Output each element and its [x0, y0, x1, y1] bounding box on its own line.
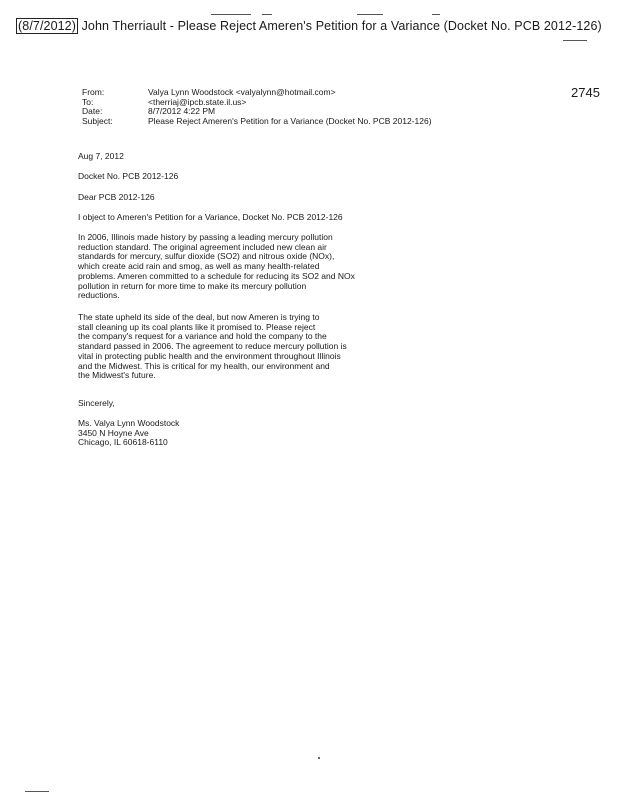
date-value: 8/7/2012 4:22 PM [148, 106, 216, 117]
paragraph-line: standard passed in 2006. The agreement to reduce mercury pollution is [78, 341, 347, 352]
signature-name: Ms. Valya Lynn Woodstock [78, 418, 180, 428]
scan-dot [318, 757, 320, 759]
scan-mark [357, 14, 383, 15]
paragraph-line: the Midwest's future. [78, 370, 156, 381]
paragraph-line: standards for mercury, sulfur dioxide (SO2) and nitrous oxide (NOx), [78, 251, 335, 262]
paragraph-line: In 2006, Illinois made history by passing a leading mercury pollution [78, 232, 333, 242]
signature-city: Chicago, IL 60618-6110 [78, 437, 168, 448]
docket-line: Docket No. PCB 2012-126 [78, 171, 179, 181]
letter-date: Aug 7, 2012 [78, 151, 124, 161]
document-date: (8/7/2012) [18, 19, 76, 33]
field-label: Subject: [82, 115, 113, 126]
signature-block [78, 419, 378, 448]
signature-street: 3450 N Hoyne Ave [78, 427, 149, 438]
field-label: Date: [82, 106, 103, 117]
scan-mark [211, 14, 251, 15]
document-title-text: John Therriault - Please Reject Ameren's Petition for a Variance (Docket No. PCB 2012-126) [81, 19, 602, 33]
paragraph-line: The state upheld its side of the deal, but now Ameren is trying to [78, 312, 320, 322]
subject-value: Please Reject Ameren's Petition for a Variance (Docket No. PCB 2012-126) [148, 115, 432, 126]
paragraph-line: pollution in return for more time to make its mercury pollution [78, 280, 307, 291]
email-subject-row [82, 117, 432, 127]
scan-mark [432, 14, 440, 15]
field-label: To: [82, 96, 94, 107]
paragraph-line: the company's request for a variance and hold the company to the [78, 331, 327, 342]
email-to-row [82, 98, 432, 108]
document-title [16, 19, 602, 33]
paragraph-line: vital in protecting public health and the environment throughout Illinois [78, 350, 341, 361]
intro-line: I object to Ameren's Petition for a Variance, Docket No. PCB 2012-126 [78, 212, 343, 222]
from-value: Valya Lynn Woodstock <valyalynn@hotmail.com> [148, 87, 336, 97]
paragraph-line: problems. Ameren committed to a schedule for reducing its SO2 and NOx [78, 270, 355, 281]
scan-mark [563, 40, 587, 41]
to-value: <therriaj@ipcb.state.il.us> [148, 96, 247, 107]
paragraph-line: reduction standard. The original agreement included new clean air [78, 241, 327, 252]
closing: Sincerely, [78, 398, 115, 408]
email-header [82, 88, 432, 126]
field-label: From: [82, 87, 105, 97]
paragraph-line: which create acid rain and smog, as well as many health-related [78, 261, 320, 272]
paragraph-1 [78, 233, 378, 301]
scan-mark [25, 791, 49, 792]
salutation: Dear PCB 2012-126 [78, 192, 155, 202]
paragraph-2 [78, 313, 378, 381]
paragraph-line: and the Midwest. This is critical for my health, our environment and [78, 360, 330, 371]
email-from-row [82, 88, 432, 98]
page-number: 2745 [571, 85, 600, 100]
paragraph-line: stall cleaning up its coal plants like it promised to. Please reject [78, 321, 316, 332]
scan-mark [262, 14, 272, 15]
paragraph-line: reductions. [78, 290, 120, 301]
